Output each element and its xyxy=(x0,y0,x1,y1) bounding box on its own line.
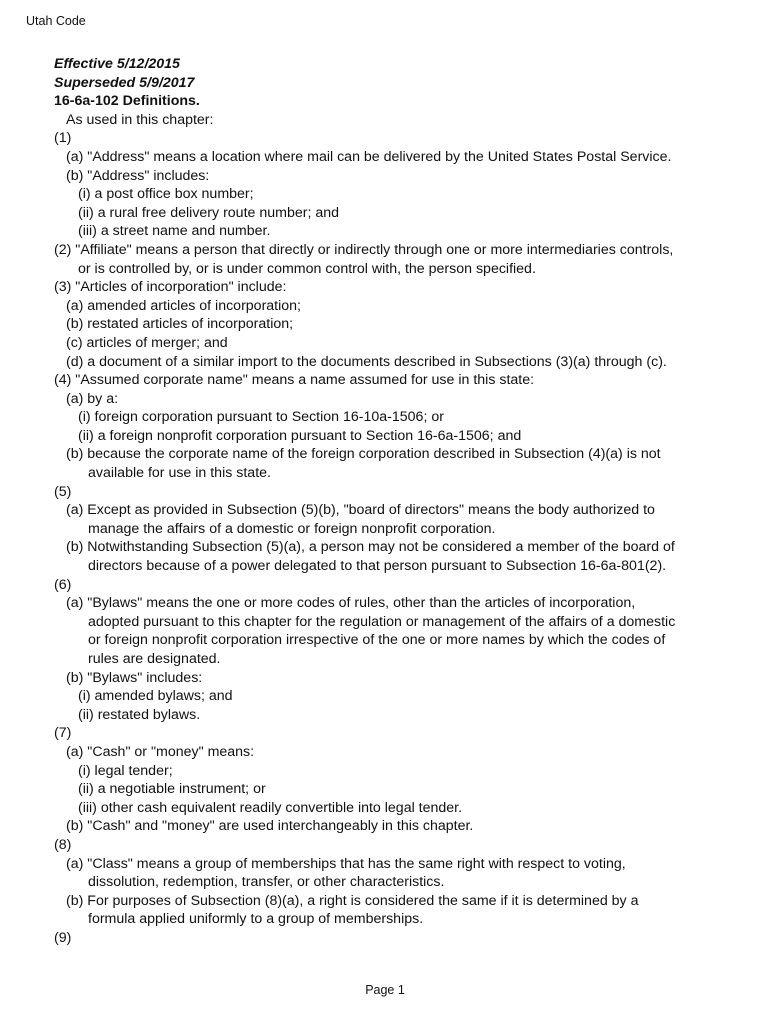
text-line: (b) because the corporate name of the foreign corporation described in Subsection (4)(a) is not xyxy=(66,446,661,463)
text-line: formula applied uniformly to a group of memberships. xyxy=(88,911,424,928)
text-line: (i) legal tender; xyxy=(78,762,173,779)
text-line: (b) For purposes of Subsection (8)(a), a right is considered the same if it is determined by a xyxy=(66,892,639,909)
text-line: (i) foreign corporation pursuant to Section 16-10a-1506; or xyxy=(78,409,444,426)
section-title: 16-6a-102 Definitions. xyxy=(54,93,200,110)
text-line: (iii) other cash equivalent readily convertible into legal tender. xyxy=(78,799,463,816)
text-line: (b) "Bylaws" includes: xyxy=(66,669,203,686)
text-line: (b) "Cash" and "money" are used interchangeably in this chapter. xyxy=(66,818,474,835)
page-number: Page 1 xyxy=(365,983,405,997)
text-line: available for use in this state. xyxy=(88,465,271,482)
text-line: (3) "Articles of incorporation" include: xyxy=(54,279,287,296)
superseded-date: Superseded 5/9/2017 xyxy=(54,74,195,91)
text-line: rules are designated. xyxy=(88,651,221,667)
text-line: or foreign nonprofit corporation irrespective of the one or more names by which the codes of xyxy=(88,632,666,649)
text-line: manage the affairs of a domestic or foreign nonprofit corporation. xyxy=(88,520,496,537)
text-line: (a) "Class" means a group of memberships that has the same right with respect to voting, xyxy=(66,855,626,872)
text-line: (iii) a street name and number. xyxy=(78,223,271,240)
text-line: (1) xyxy=(54,130,72,147)
text-line: dissolution, redemption, transfer, or other characteristics. xyxy=(88,874,445,891)
text-line: (a) "Cash" or "money" means: xyxy=(66,743,255,760)
document-body xyxy=(54,55,754,948)
text-line: (c) articles of merger; and xyxy=(66,334,228,351)
text-line: adopted pursuant to this chapter for the regulation or management of the affairs of a domestic xyxy=(88,613,676,630)
text-line: (7) xyxy=(54,725,72,742)
text-line: (b) "Address" includes: xyxy=(66,167,210,184)
text-line: (b) restated articles of incorporation; xyxy=(66,316,294,333)
text-line: (a) "Address" means a location where mail can be delivered by the United States Postal Service. xyxy=(66,148,672,165)
text-line: As used in this chapter: xyxy=(66,111,214,128)
text-line: (5) xyxy=(54,483,72,500)
text-line: (2) "Affiliate" means a person that directly or indirectly through one or more intermediaries controls, xyxy=(54,241,674,258)
text-line: or is controlled by, or is under common control with, the person specified. xyxy=(78,260,536,277)
text-line: (a) by a: xyxy=(66,390,119,407)
text-line: (6) xyxy=(54,576,72,593)
text-line: (ii) restated bylaws. xyxy=(78,706,201,723)
text-line: (a) amended articles of incorporation; xyxy=(66,297,302,314)
text-line: (i) a post office box number; xyxy=(78,186,254,203)
text-line: (ii) a rural free delivery route number; and xyxy=(78,204,340,221)
text-line: (ii) a foreign nonprofit corporation pursuant to Section 16-6a-1506; and xyxy=(78,427,522,444)
text-line: (ii) a negotiable instrument; or xyxy=(78,781,266,798)
text-line: (a) "Bylaws" means the one or more codes of rules, other than the articles of incorporation, xyxy=(66,595,636,612)
text-line: (9) xyxy=(54,929,72,946)
text-line: (8) xyxy=(54,836,72,853)
document-header: Utah Code xyxy=(26,14,86,28)
text-line: directors because of a power delegated to that person pursuant to Subsection 16-6a-801(2). xyxy=(88,558,667,575)
text-line: (a) Except as provided in Subsection (5)(b), "board of directors" means the body authorized to xyxy=(66,502,655,519)
text-line: (i) amended bylaws; and xyxy=(78,688,233,705)
text-line: (d) a document of a similar import to the documents described in Subsections (3)(a) through (c). xyxy=(66,353,667,370)
section-text xyxy=(54,111,754,948)
effective-date: Effective 5/12/2015 xyxy=(54,56,180,72)
text-line: (4) "Assumed corporate name" means a name assumed for use in this state: xyxy=(54,372,535,389)
text-line: (b) Notwithstanding Subsection (5)(a), a person may not be considered a member of the board of xyxy=(66,539,675,556)
